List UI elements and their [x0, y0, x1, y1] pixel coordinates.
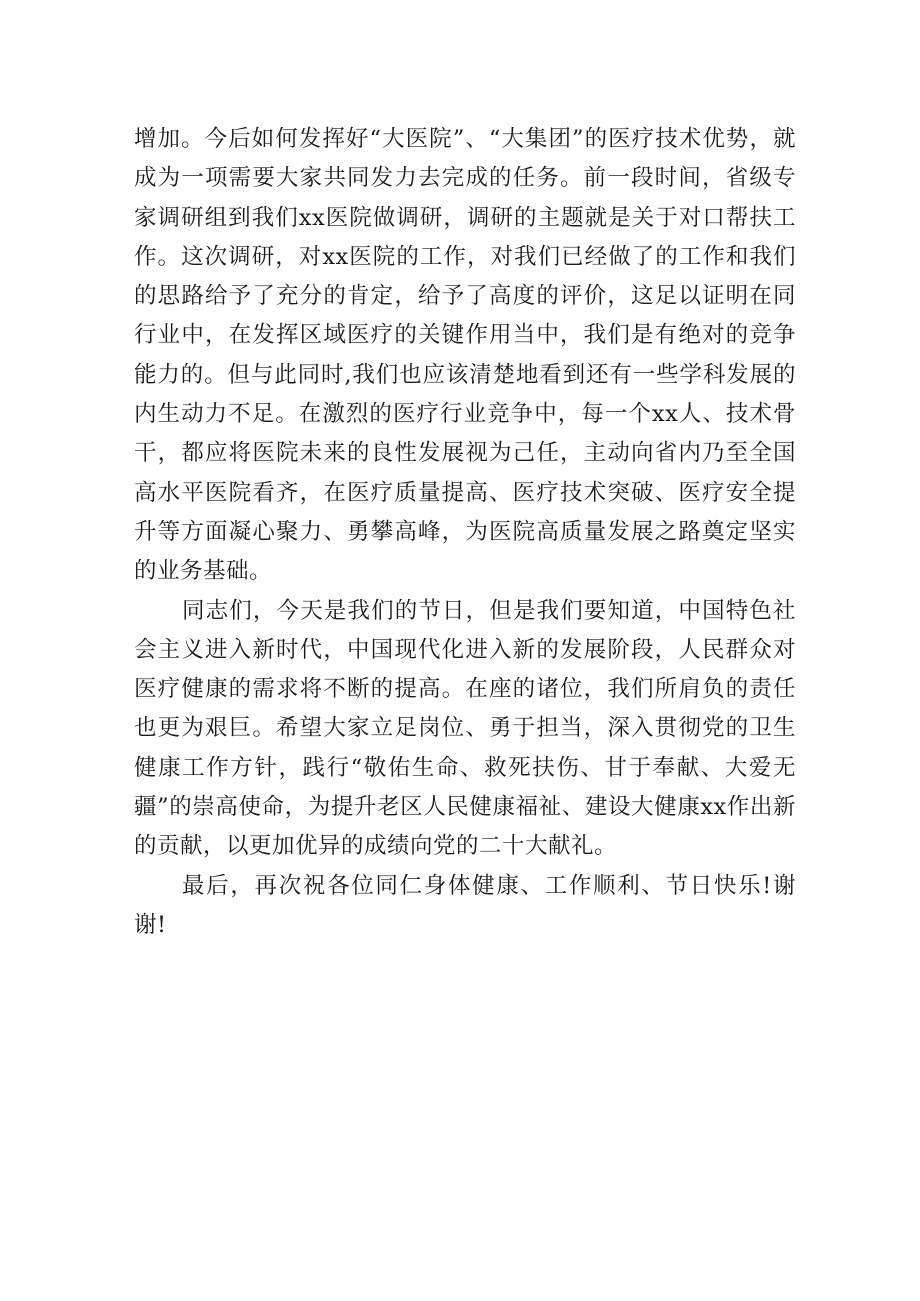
- paragraph-hospital-advantages: 增加。今后如何发挥好“大医院”、“大集团”的医疗技术优势，就成为一项需要大家共同发力去完成的任务。前一段时间，省级专家调研组到我们xx医院做调研，调研的主题就是关于对口帮扶工作。这次调研，对xx医院的工作，对我们已经做了的工作和我们的思路给予了充分的肯定，给予了高度的评价，这足以证明在同行业中，在发挥区域医疗的关键作用当中，我们是有绝对的竞争能力的。但与此同时,我们也应该清楚地看到还有一些学科发展的内生动力不足。在激烈的医疗行业竞争中，每一个xx人、技术骨干，都应将医院未来的良性发展视为己任，主动向省内乃至全国高水平医院看齐，在医疗质量提高、医疗技术突破、医疗安全提升等方面凝心聚力、勇攀高峰，为医院高质量发展之路奠定坚实的业务基础。: [134, 126, 796, 585]
- paragraph-closing-wishes: 最后，再次祝各位同仁身体健康、工作顺利、节日快乐!谢谢!: [134, 872, 796, 938]
- paragraph-comrades: 同志们，今天是我们的节日，但是我们要知道，中国特色社会主义进入新时代，中国现代化进入新的发展阶段，人民群众对医疗健康的需求将不断的提高。在座的诸位，我们所肩负的责任也更为艰巨。希望大家立足岗位、勇于担当，深入贯彻党的卫生健康工作方针，践行“敬佑生命、救死扶伤、甘于奉献、大爱无疆”的崇高使命，为提升老区人民健康福祉、建设大健康xx作出新的贡献，以更加优异的成绩向党的二十大献礼。: [134, 597, 796, 860]
